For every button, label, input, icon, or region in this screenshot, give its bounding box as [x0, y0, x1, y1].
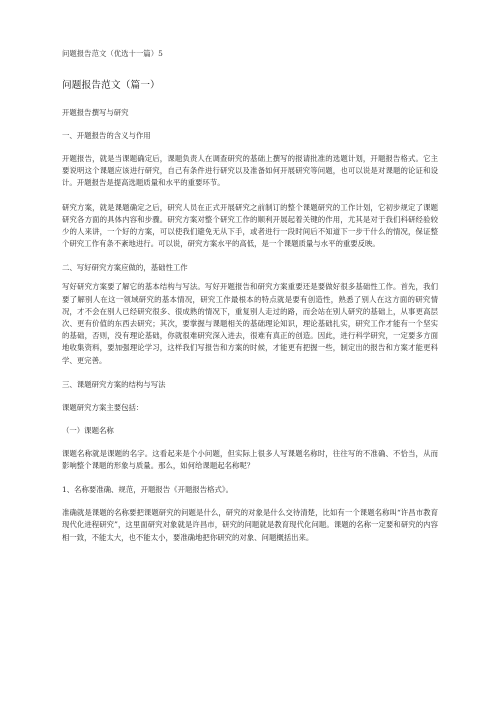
- section-title: 问题报告范文（篇一）: [62, 80, 160, 91]
- paragraph-3: 写好研究方案要了解它的基本结构与写法。写好开题报告和研究方案重要还是要做好很多基础性工作。首先，我们要了解别人在这一领域研究的基本情况，研究工作最根本的特点就是要有创造性，熟悉了别人在这方面的研究情况，才不会在别人已经研究很多、很成熟的情况下，重复别人走过的路，而会站在别人研究的基础上，从事更高层次、更有价值的东西去研究；其次，要掌握与课题相关的基础理论知识，理论基础扎实，研究工作才能有一个坚实的基础，否则，没有理论基础，你就很难研究深入进去，很难有真正的创造。因此，进行科学研究，一定要多方面地收集资料，要加强理论学习，这样我们写报告和方案的时候，才能更有把握一些，制定出的报告和方案才能更科学、更完善。: [62, 282, 438, 365]
- subheading-1: （一）课题名称: [62, 425, 114, 435]
- heading-2: 二、写好研究方案应做的，基础性工作: [62, 263, 188, 273]
- paragraph-1: 开题报告，就是当课题确定后，课题负责人在调查研究的基础上撰写的报请批准的选题计划，开题报告格式。它主要说明这个课题应该进行研究，自己有条件进行研究以及准备如何开展研究等问题，也可以说是对课题的论证和设计。开题报告是提高选题质量和水平的重要环节。: [62, 154, 438, 188]
- point-1: 1、名称要准确、规范，开题报告《开题报告格式》。: [62, 485, 233, 495]
- heading-1: 一、开题报告的含义与作用: [62, 131, 151, 140]
- paragraph-5: 准确就是课题的名称要把课题研究的问题是什么，研究的对象是什么交待清楚，比如有一个课题名称叫“许昌市教育现代化进程研究”，这里面研究对象就是许昌市，研究的问题就是教育现代化问题。课题的名称一定要和研究的内容相一致，不能太大，也不能太小，要准确地把你研究的对象、问题概括出来。: [62, 508, 438, 542]
- heading-3: 三、课题研究方案的结构与写法: [62, 379, 166, 389]
- paragraph-2: 研究方案，就是课题确定之后，研究人员在正式开展研究之前制订的整个课题研究的工作计划，它初步规定了课题研究各方面的具体内容和步骤。研究方案对整个研究工作的顺利开展起着关键的作用，尤其是对于我们科研经验较少的人来讲，一个好的方案，可以使我们避免无从下手，或者进行一段时间后不知道下一步干什么的情况，保证整个研究工作有条不紊地进行。可以说，研究方案水平的高低，是一个课题质量与水平的重要反映。: [62, 202, 438, 249]
- subtitle: 开题报告撰写与研究: [62, 108, 129, 117]
- document-title: 问题报告范文（优选十一篇）5: [62, 49, 163, 58]
- paragraph-4: 课题名称就是课题的名字。这看起来是个小问题，但实际上很多人写课题名称时，往往写的不准确、不恰当，从而影响整个课题的形象与质量。那么，如何给课题起名称呢？: [62, 448, 438, 471]
- includes-line: 课题研究方案主要包括：: [62, 402, 144, 412]
